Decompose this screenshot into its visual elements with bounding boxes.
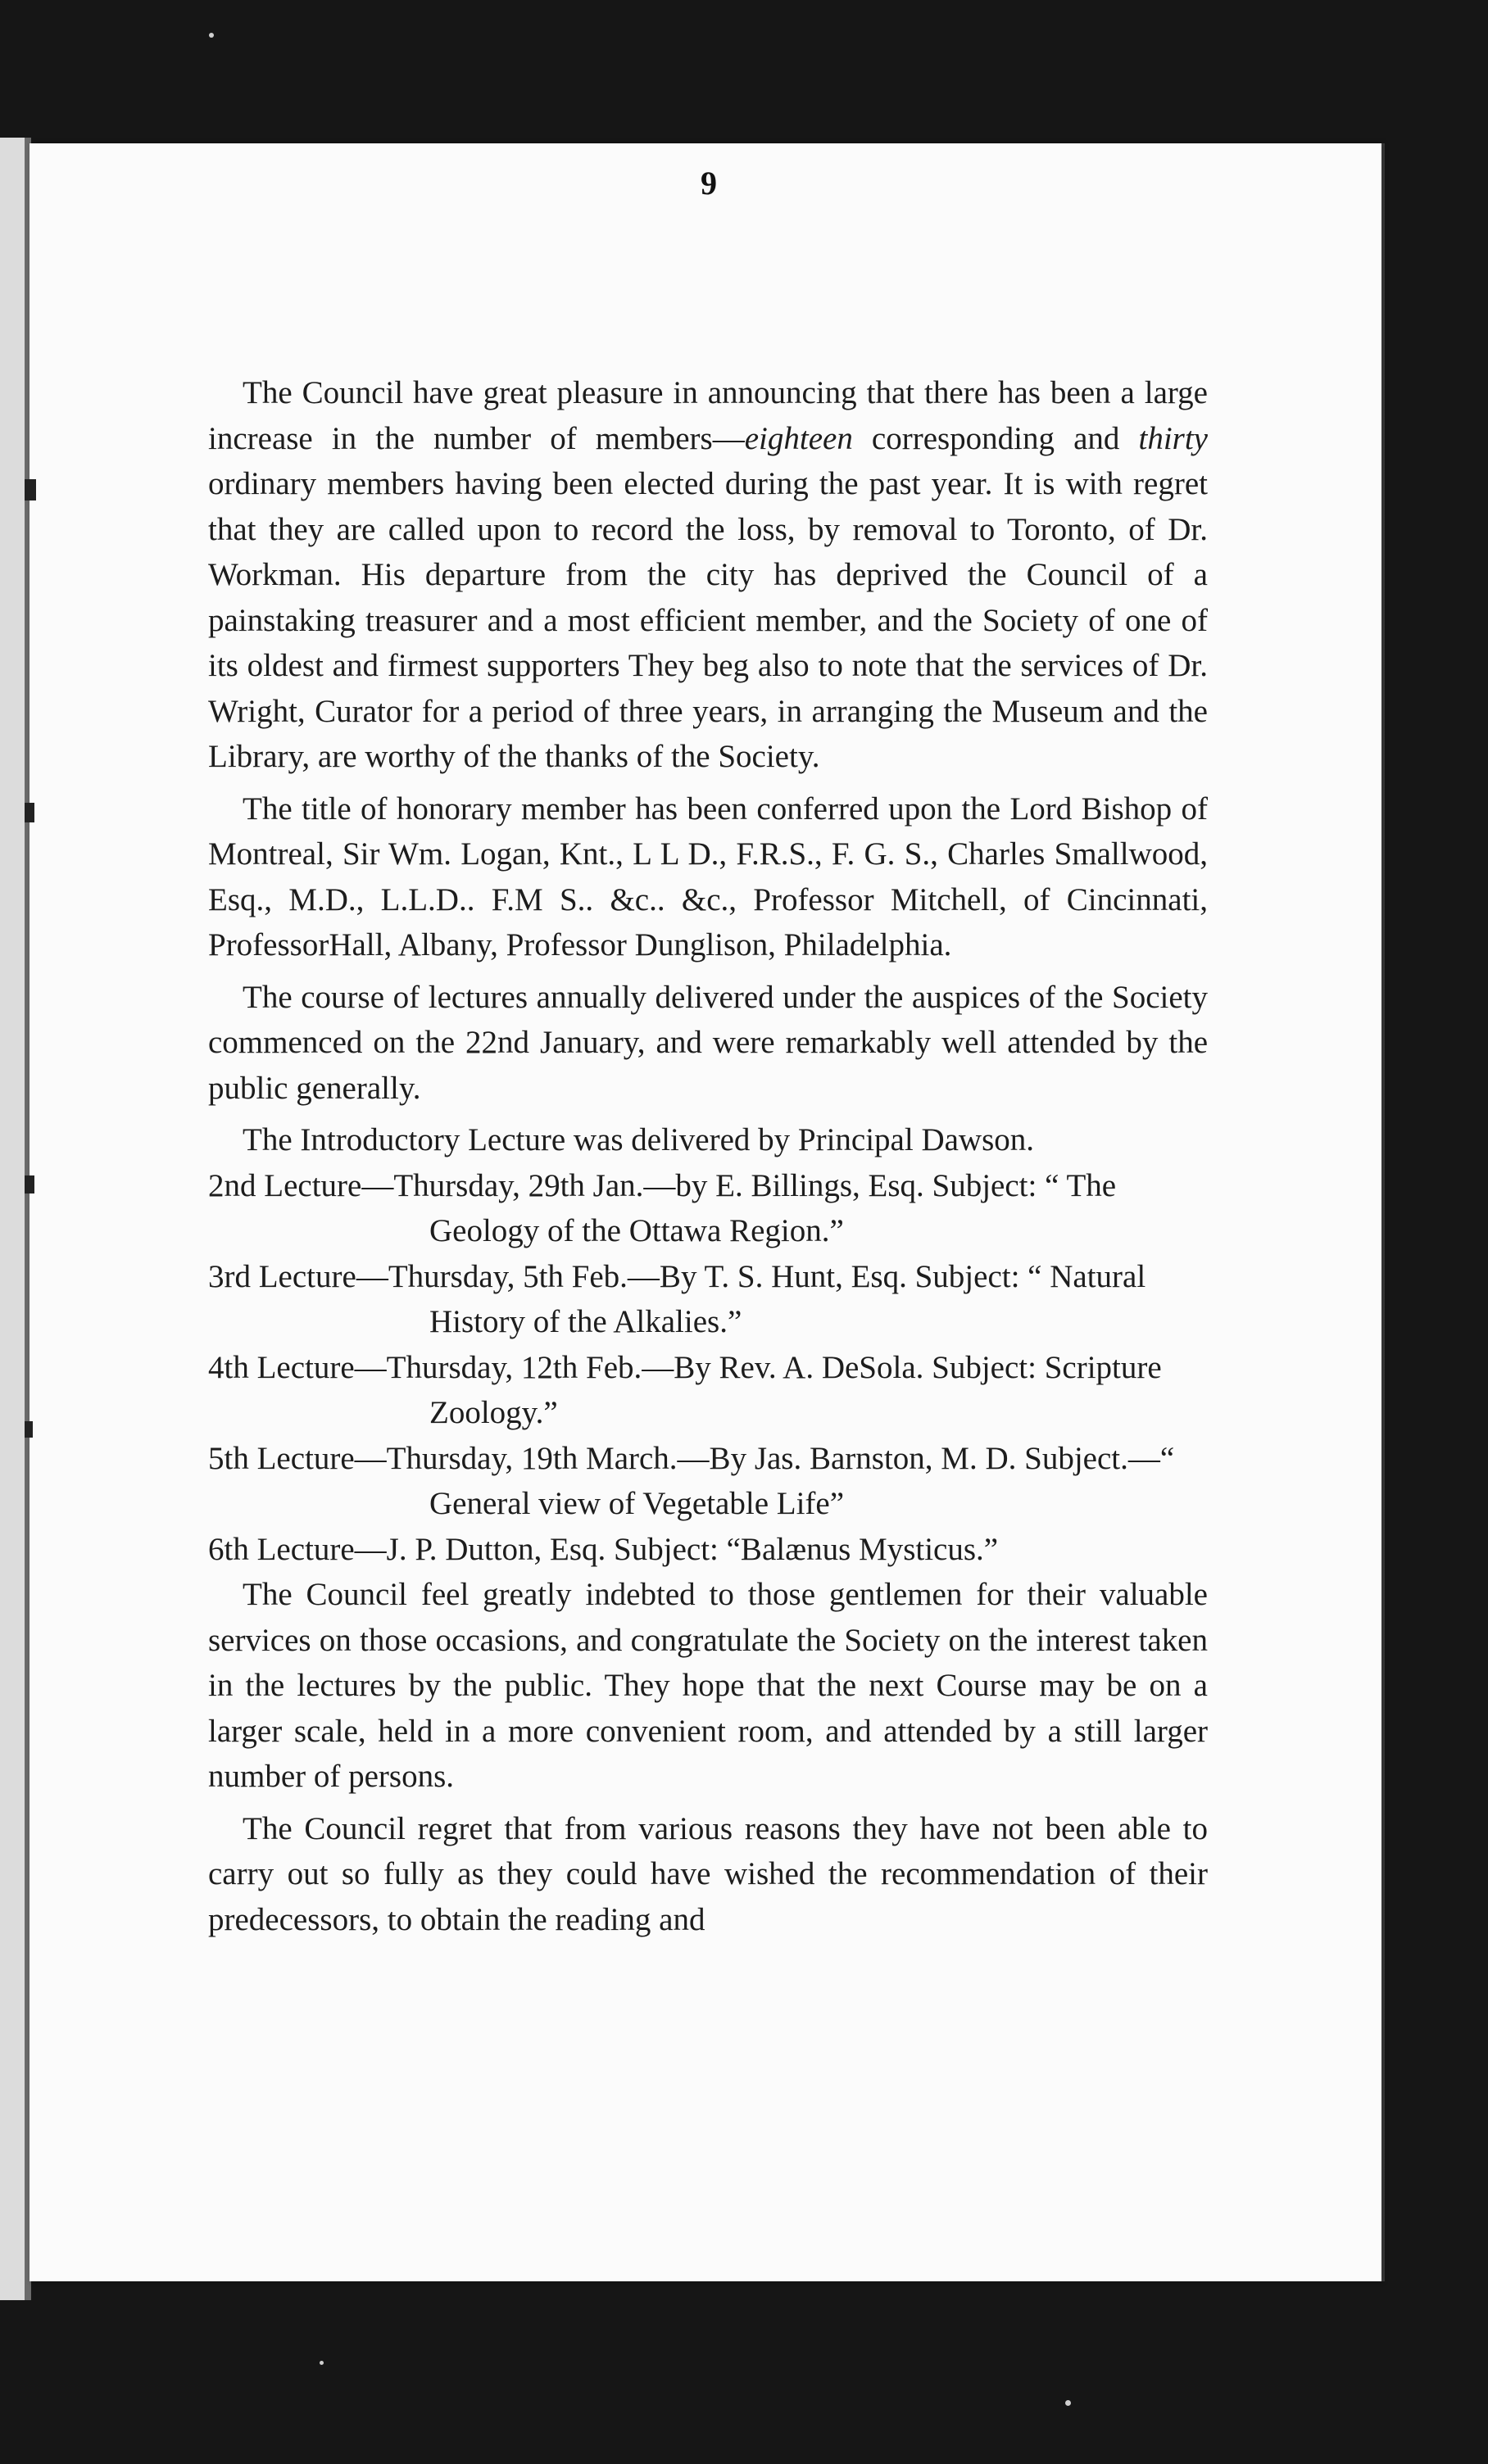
lecture-label: 4th Lecture—	[208, 1349, 387, 1385]
paragraph-text: corresponding and	[852, 420, 1139, 456]
dust-speck	[320, 2361, 324, 2365]
paragraph-lecture-course: The course of lectures annually delivered under the auspices of the Society commenced on the 22nd January, and were remarkably well attended by the public generally.	[208, 979, 1208, 1106]
italic-number: eighteen	[744, 420, 853, 456]
introductory-lecture: The Introductory Lecture was delivered by Principal Dawson.	[243, 1122, 1035, 1157]
paragraph-text: The Council have great pleasure in announcing that there has been a large increase in the number of members—	[208, 375, 1208, 456]
binding-thread-mark	[25, 1175, 34, 1194]
lecture-item	[208, 1254, 1208, 1345]
lecture-item	[208, 1163, 1208, 1254]
lecture-label: 2nd Lecture—	[208, 1167, 394, 1203]
italic-number: thirty	[1138, 420, 1208, 456]
lecture-label: 5th Lecture—	[208, 1440, 387, 1476]
body-text	[208, 370, 1208, 1949]
lecture-list	[208, 1163, 1208, 1573]
lecture-details: Thursday, 29th Jan.—by E. Billings, Esq. Subject: “ The Geology of the Ottawa Region.”	[393, 1167, 1117, 1248]
dust-speck	[209, 33, 214, 38]
paragraph-thanks: The Council feel greatly indebted to those gentlemen for their valuable services on those occasions, and congratulate the Society on the interest taken in the lectures by the public. They hope that the next Course may be on a larger scale, held in a more convenient room, and attended by a still larger number of persons.	[208, 1577, 1208, 1794]
page-number: 9	[701, 165, 717, 202]
paragraph-regret: The Council regret that from various reasons they have not been able to carry out so fully as they could have wished the recommendation of their predecessors, to obtain the reading and	[208, 1810, 1208, 1937]
binding-thread-mark	[25, 1421, 33, 1438]
lecture-item	[208, 1436, 1208, 1527]
lecture-label: 3rd Lecture—	[208, 1258, 388, 1294]
paragraph-new-members	[208, 370, 1208, 780]
paragraph-text: ordinary members having been elected during the past year. It is with regret that they are called upon to record the loss, by removal to Toronto, of Dr. Workman. His departure from the city has deprived the Council of a painstaking treasurer and a most efficient member, and the Society of one of its oldest and firmest supporters They beg also to note that the services of Dr. Wright, Curator for a period of three years, in arranging the Museum and the Library, are worthy of the thanks of the Society.	[208, 466, 1208, 774]
lecture-item	[208, 1345, 1208, 1436]
lecture-details: Thursday, 19th March.—By Jas. Barnston, M. D. Subject.—“ General view of Vegetable Life”	[386, 1440, 1175, 1521]
binding-thread-mark	[25, 803, 34, 822]
lecture-details: Thursday, 12th Feb.—By Rev. A. DeSola. Subject: Scripture Zoology.”	[386, 1349, 1162, 1430]
lecture-label: 6th Lecture—	[208, 1531, 387, 1567]
lecture-item	[208, 1527, 1208, 1573]
paragraph-honorary-members: The title of honorary member has been conferred upon the Lord Bishop of Montreal, Sir Wm. Logan, Knt., L L D., F.R.S., F. G. S., Charles Smallwood, Esq., M.D., L.L.D.. F.M S.. &c.. &c., Professor Mitchell, of Cincinnati, ProfessorHall, Albany, Professor Dunglison, Philadelphia.	[208, 790, 1208, 962]
dust-speck	[1065, 2400, 1071, 2406]
binding-thread-mark	[25, 479, 36, 500]
lecture-details: J. P. Dutton, Esq. Subject: “Balænus Mysticus.”	[386, 1531, 999, 1567]
lecture-details: Thursday, 5th Feb.—By T. S. Hunt, Esq. Subject: “ Natural History of the Alkalies.”	[388, 1258, 1146, 1339]
